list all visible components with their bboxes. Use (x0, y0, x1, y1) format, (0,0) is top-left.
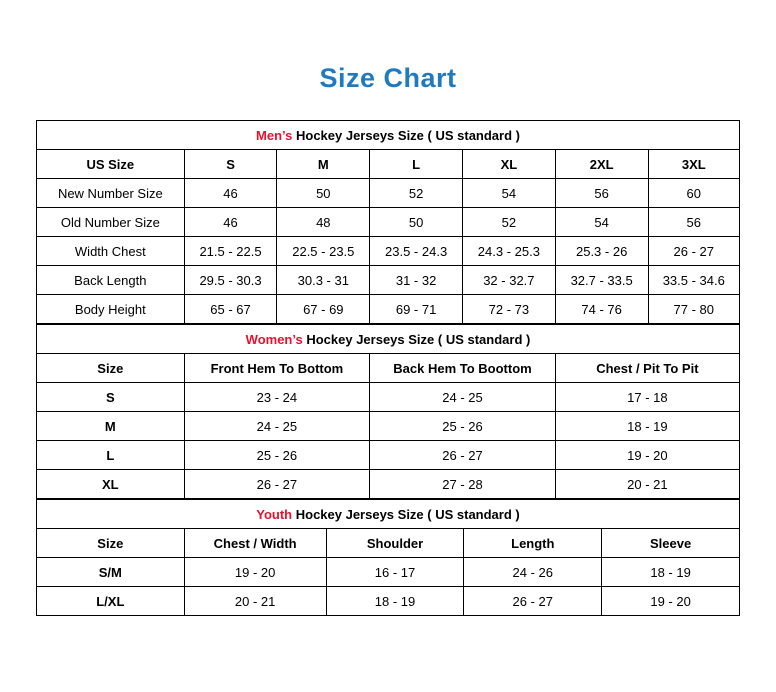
mens-col-head-4: XL (462, 150, 555, 179)
womens-cell-3-1: 27 - 28 (370, 470, 556, 499)
mens-col-head-0: US Size (37, 150, 185, 179)
mens-cell-0-1: 50 (277, 179, 370, 208)
mens-cell-2-5: 26 - 27 (648, 237, 739, 266)
mens-cell-0-4: 56 (555, 179, 648, 208)
mens-cell-2-3: 24.3 - 25.3 (462, 237, 555, 266)
womens-cell-0-1: 24 - 25 (370, 383, 556, 412)
table-row (37, 179, 740, 208)
table-row (37, 237, 740, 266)
womens-cell-3-0: 26 - 27 (184, 470, 370, 499)
table-section-header-row (37, 121, 740, 150)
youth-cell-0-0: 19 - 20 (184, 558, 326, 587)
youth-cell-1-0: 20 - 21 (184, 587, 326, 616)
mens-cell-0-5: 60 (648, 179, 739, 208)
womens-cell-1-1: 25 - 26 (370, 412, 556, 441)
youth-cell-1-1: 18 - 19 (326, 587, 464, 616)
size-chart-tables (0, 94, 776, 616)
table-row (37, 558, 740, 587)
mens-row-label-0: New Number Size (37, 179, 185, 208)
womens-cell-2-2: 19 - 20 (555, 441, 739, 470)
table-row (37, 266, 740, 295)
mens-cell-4-3: 72 - 73 (462, 295, 555, 324)
mens-col-head-1: S (184, 150, 277, 179)
youth-size-table (36, 499, 740, 616)
mens-col-head-3: L (370, 150, 463, 179)
mens-col-head-2: M (277, 150, 370, 179)
youth-section-header-rest: Hockey Jerseys Size ( US standard ) (292, 506, 520, 522)
mens-row-label-4: Body Height (37, 295, 185, 324)
table-row (37, 441, 740, 470)
table-row (37, 208, 740, 237)
womens-col-head-2: Back Hem To Boottom (370, 354, 556, 383)
table-section-header-row (37, 500, 740, 529)
youth-cell-1-2: 26 - 27 (464, 587, 602, 616)
mens-section-header (37, 121, 740, 150)
youth-cell-0-2: 24 - 26 (464, 558, 602, 587)
youth-col-head-2: Shoulder (326, 529, 464, 558)
mens-cell-1-4: 54 (555, 208, 648, 237)
youth-col-head-1: Chest / Width (184, 529, 326, 558)
mens-cell-4-5: 77 - 80 (648, 295, 739, 324)
youth-col-head-3: Length (464, 529, 602, 558)
mens-cell-1-3: 52 (462, 208, 555, 237)
womens-row-label-3: XL (37, 470, 185, 499)
youth-col-head-4: Sleeve (602, 529, 740, 558)
table-header-row (37, 354, 740, 383)
mens-cell-2-4: 25.3 - 26 (555, 237, 648, 266)
mens-cell-2-2: 23.5 - 24.3 (370, 237, 463, 266)
youth-section-header-accent: Youth (256, 506, 293, 522)
youth-col-head-0: Size (37, 529, 185, 558)
mens-cell-1-5: 56 (648, 208, 739, 237)
mens-cell-4-1: 67 - 69 (277, 295, 370, 324)
table-row (37, 470, 740, 499)
mens-cell-1-2: 50 (370, 208, 463, 237)
womens-row-label-2: L (37, 441, 185, 470)
mens-col-head-5: 2XL (555, 150, 648, 179)
womens-cell-0-0: 23 - 24 (184, 383, 370, 412)
mens-cell-3-3: 32 - 32.7 (462, 266, 555, 295)
mens-row-label-2: Width Chest (37, 237, 185, 266)
womens-col-head-1: Front Hem To Bottom (184, 354, 370, 383)
womens-section-header (37, 325, 740, 354)
mens-cell-3-2: 31 - 32 (370, 266, 463, 295)
mens-cell-1-0: 46 (184, 208, 277, 237)
mens-cell-3-5: 33.5 - 34.6 (648, 266, 739, 295)
mens-cell-3-1: 30.3 - 31 (277, 266, 370, 295)
mens-section-header-accent: Men’s (256, 127, 293, 143)
mens-cell-3-0: 29.5 - 30.3 (184, 266, 277, 295)
womens-cell-1-2: 18 - 19 (555, 412, 739, 441)
mens-cell-4-2: 69 - 71 (370, 295, 463, 324)
womens-cell-1-0: 24 - 25 (184, 412, 370, 441)
womens-row-label-0: S (37, 383, 185, 412)
youth-section-header (37, 500, 740, 529)
womens-section-header-rest: Hockey Jerseys Size ( US standard ) (302, 331, 531, 347)
mens-size-table (36, 120, 740, 324)
youth-cell-1-3: 19 - 20 (602, 587, 740, 616)
womens-cell-3-2: 20 - 21 (555, 470, 739, 499)
table-row (37, 412, 740, 441)
mens-cell-0-0: 46 (184, 179, 277, 208)
womens-cell-0-2: 17 - 18 (555, 383, 739, 412)
page-title: Size Chart (319, 63, 457, 93)
youth-cell-0-3: 18 - 19 (602, 558, 740, 587)
youth-row-label-1: L/XL (37, 587, 185, 616)
mens-col-head-6: 3XL (648, 150, 739, 179)
mens-cell-4-0: 65 - 67 (184, 295, 277, 324)
mens-cell-1-1: 48 (277, 208, 370, 237)
table-header-row (37, 150, 740, 179)
table-row (37, 587, 740, 616)
mens-cell-2-1: 22.5 - 23.5 (277, 237, 370, 266)
table-row (37, 383, 740, 412)
mens-row-label-3: Back Length (37, 266, 185, 295)
youth-row-label-0: S/M (37, 558, 185, 587)
womens-section-header-accent: Women’s (245, 331, 303, 347)
womens-col-head-0: Size (37, 354, 185, 383)
mens-cell-0-2: 52 (370, 179, 463, 208)
mens-cell-3-4: 32.7 - 33.5 (555, 266, 648, 295)
womens-size-table (36, 324, 740, 499)
mens-row-label-1: Old Number Size (37, 208, 185, 237)
youth-cell-0-1: 16 - 17 (326, 558, 464, 587)
table-section-header-row (37, 325, 740, 354)
womens-cell-2-0: 25 - 26 (184, 441, 370, 470)
womens-col-head-3: Chest / Pit To Pit (555, 354, 739, 383)
womens-row-label-1: M (37, 412, 185, 441)
mens-cell-4-4: 74 - 76 (555, 295, 648, 324)
mens-cell-0-3: 54 (462, 179, 555, 208)
mens-cell-2-0: 21.5 - 22.5 (184, 237, 277, 266)
table-header-row (37, 529, 740, 558)
mens-section-header-rest: Hockey Jerseys Size ( US standard ) (292, 127, 520, 143)
table-row (37, 295, 740, 324)
womens-cell-2-1: 26 - 27 (370, 441, 556, 470)
